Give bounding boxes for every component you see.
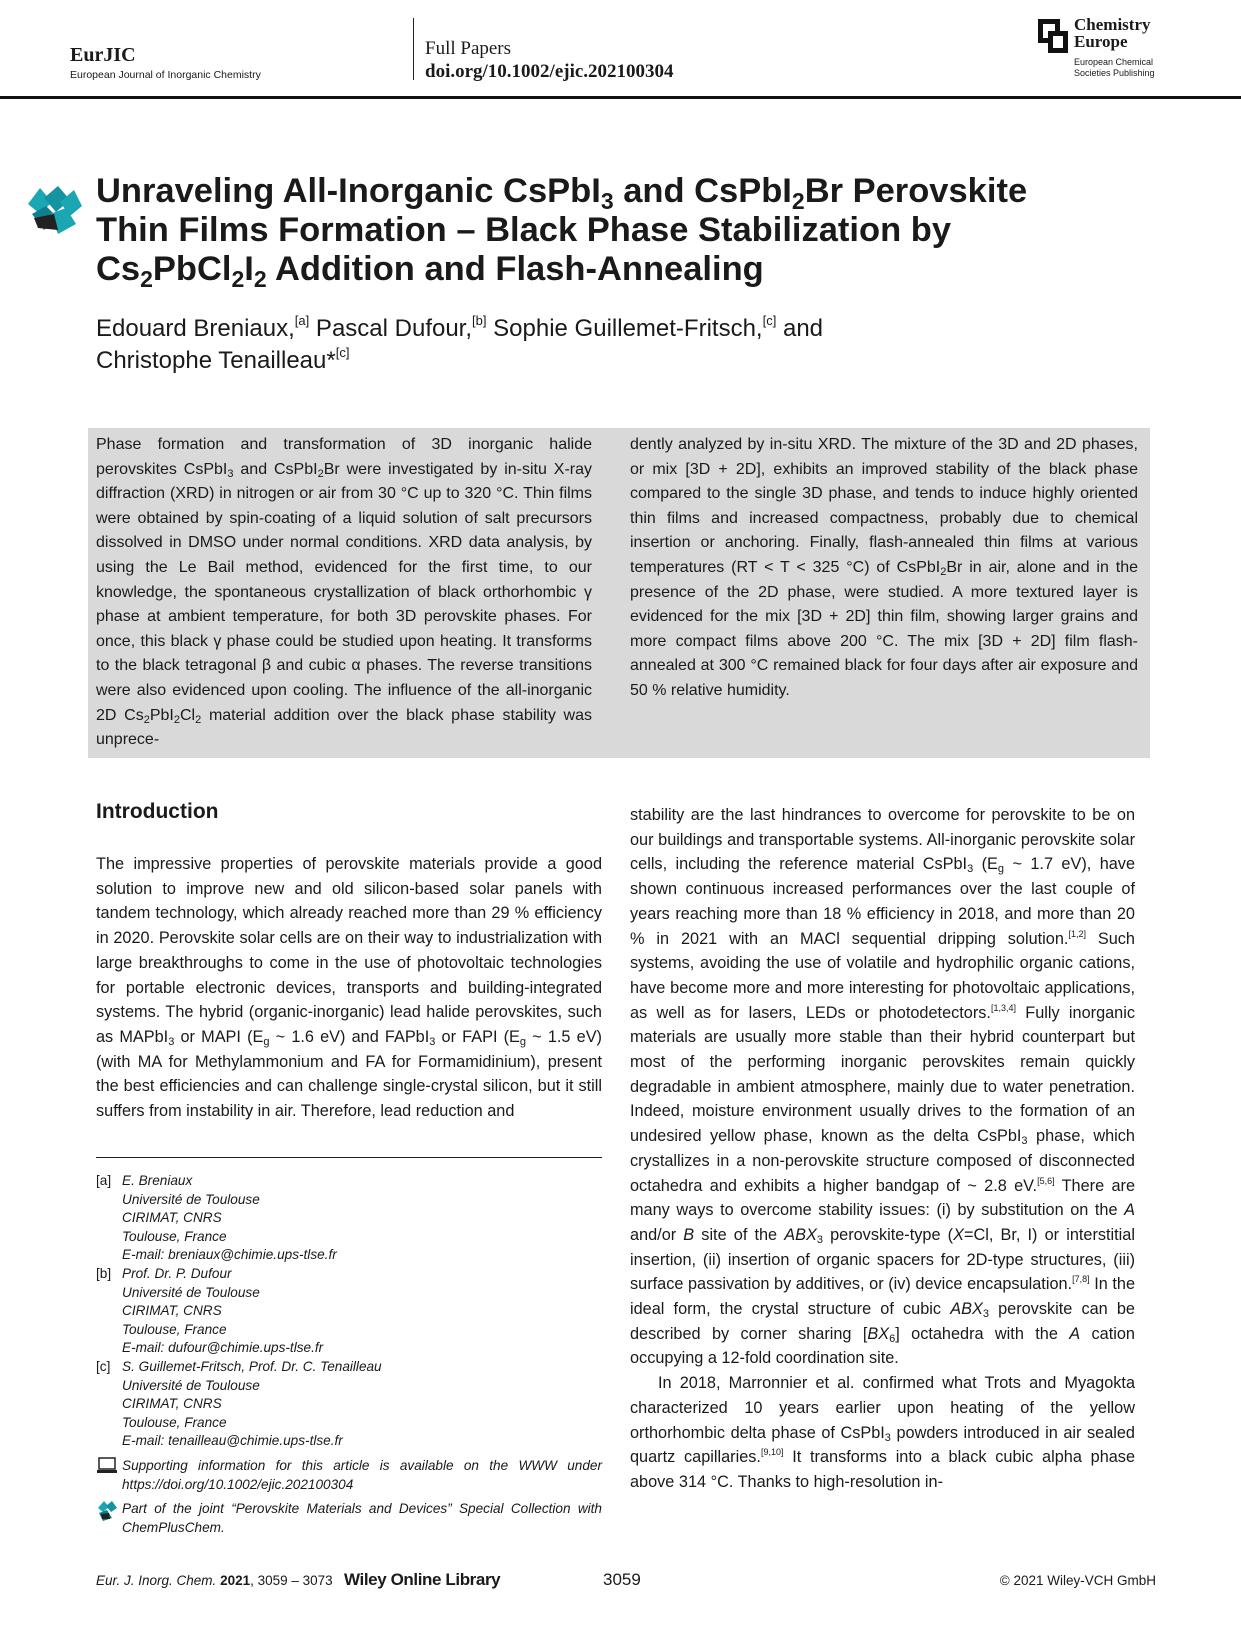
supporting-info-text[interactable]: Supporting information for this article is available on the WWW under https://doi.org/10.1002/ejic.202100304 [122,1457,602,1492]
abstract-column-2: dently analyzed by in-situ XRD. The mixture of the 3D and 2D phases, or mix [3D + 2D], exhibits an improved stability of the black phase compared to the single 3D phase, and tends to induce highly oriented thin films and increased compactness, probably due to chemical insertion or anchoring. Finally, flash-annealed thin films at various temperatures (RT < T < 325 °C) of CsPbI$_2$Br in air, alone and in the presence of the 2D phase, were studied. A more textured layer is evidenced for the mix [3D + 2D] thin film, showing larger grains and more compact films above 200 °C. The mix [3D + 2D] film flash-annealed at 300 °C remained black for four days after air exposure and 50 % relative humidity. [630,436,1138,699]
affiliation-c: [c] S. Guillemet-Fritsch, Prof. Dr. C. Tenailleau Université de Toulouse CIRIMAT, CNRS Toulouse, France E-mail: tenailleau@chimie.ups-tlse.fr [96,1358,602,1451]
copyright: © 2021 Wiley-VCH GmbH [999,1573,1156,1588]
article-title: Unraveling All-Inorganic CsPbI$_3$ and CsPbI$_2$Br Perovskite Thin Films Formation – Black Phase Stabilization by $Cs_2PbCl_2I_2$ Addition and Flash-Annealing [96,172,1028,292]
wiley-online-library-link[interactable]: Wiley Online Library [344,1570,501,1589]
chemistry-europe-logo-icon [1038,19,1068,53]
abstract-column-1: Phase formation and transformation of 3D inorganic halide perovskites CsPbI$_3$ and CsPbI$_2$Br were investigated by in-situ X-ray diffraction (XRD) in nitrogen or air from 30 °C up to 320 °C. Thin films were obtained by spin-coating of a liquid solution of salt precursors dissolved in DMSO under normal conditions. XRD data analysis, by using the Le Bail method, evidenced for the first time, to our knowledge, the spontaneous crystallization of black orthorhombic γ phase at ambient temperature, for both 3D perovskite phases. For once, this black γ phase could be studied upon heating. It transforms to the black tetragonal β and cubic α phases. The reverse transitions were also evidenced upon cooling. The influence of the all-inorganic 2D $Cs_2PbI_2Cl_2$ material addition over the black phase stability was unprece- [96,436,593,749]
perovskite-collection-icon [24,184,82,236]
section-heading-introduction: Introduction [96,800,219,823]
email-link[interactable]: E-mail: breniaux@chimie.ups-tlse.fr [122,1247,337,1263]
affiliation-a: [a] E. Breniaux Université de Toulouse CIRIMAT, CNRS Toulouse, France E-mail: breniaux@chimie.ups-tlse.fr [96,1172,602,1265]
header-divider [413,18,414,80]
special-collection-text: Part of the joint “Perovskite Materials and Devices” Special Collection with ChemPlusChem. [122,1501,602,1535]
page-footer [96,1570,1156,1594]
perovskite-collection-icon [96,1500,118,1522]
author-list: Edouard Breniaux,[a] Pascal Dufour,[b] Sophie Guillemet-Fritsch,[c] and Christophe Tenailleau*[c] [96,313,824,374]
email-link[interactable]: E-mail: dufour@chimie.ups-tlse.fr [122,1340,324,1356]
journal-name: EurJIC [70,44,136,66]
laptop-icon [96,1457,118,1475]
section-label: Full Papers [425,38,512,59]
affiliations [96,1172,602,1537]
journal-full-name: European Journal of Inorganic Chemistry [70,69,261,81]
publisher-block [1038,16,1178,82]
supporting-info-note [96,1457,602,1494]
header-rule [0,96,1241,99]
affiliation-b: [b] Prof. Dr. P. Dufour Université de Toulouse CIRIMAT, CNRS Toulouse, France E-mail: dufour@chimie.ups-tlse.fr [96,1265,602,1358]
intro-column-1: The impressive properties of perovskite materials provide a good solution to improve new and old silicon-based solar panels with tandem technology, which already reached more than 29 % efficiency in 2020. Perovskite solar cells are on their way to industrialization with large breakthroughs to come in the use of photovoltaic technologies for portable electronic devices, transports and building-integrated systems. The hybrid (organic-inorganic) lead halide perovskites, such as MAPbI$_3$ or MAPI ($E_g$ ~ 1.6 eV) and FAPbI$_3$ or FAPI ($E_g$ ~ 1.5 eV) (with MA for Methylammonium and FA for Formamidinium), present the best efficiencies and can challenge single-crystal silicon, but it still suffers from instability in air. Therefore, lead reduction and [96,855,602,1121]
publisher-subtitle: European Chemical Societies Publishing [1074,57,1155,78]
doi-link[interactable]: doi.org/10.1002/ejic.202100304 [425,61,674,82]
page-number: 3059 [603,1570,641,1589]
footer-citation: Eur. J. Inorg. Chem. 2021, 3059 – 3073 [96,1573,333,1588]
abstract-box [88,428,1150,758]
intro-paragraph: stability are the last hindrances to overcome for perovskite to be on our buildings and transportable systems. All-inorganic perovskite solar cells, including the reference material CsPbI$_3$ ($E_g$ ~ 1.7 eV), have shown continuous increased performances over the last couple of years reaching more than 18 % efficiency in 2018, and more than 20 % in 2021 with an MACl sequential dripping solution.[1,2] Such systems, avoiding the use of volatile and hydrophilic organic cations, have become more and more interesting for photovoltaic applications, as well as for lasers, LEDs or photodetectors.[1,3,4] Fully inorganic materials are usually more stable than their hybrid counterpart but most of the performing inorganic perovskites remain quickly degradable in ambient atmosphere, mainly due to water penetration. Indeed, moisture environment usually drives to the formation of an undesired yellow phase, known as the delta CsPbI$_3$ phase, which crystallizes in a non-perovskite structure composed of disconnected octahedra and exhibits a higher bandgap of ~ 2.8 eV.[5,6] There are many ways to overcome stability issues: (i) by substitution on the A and/or B site of the $ABX_3$ perovskite-type (X=Cl, Br, I) or interstitial insertion, (ii) insertion of organic spacers for 2D-type structures, (iii) surface passivation by additives, or (iv) device encapsulation.[7,8] In the ideal form, the crystal structure of cubic $ABX_3$ perovskite can be described by corner sharing $[BX_6]$ octahedra with the A cation occupying a 12-fold coordination site. [630,806,1136,1368]
intro-column-2 [630,803,1135,1495]
publisher-name: Chemistry Europe [1074,15,1151,51]
intro-paragraph: In 2018, Marronnier et al. confirmed what Trots and Myagokta characterized 10 years earlier upon heating of the yellow orthorhombic delta phase of CsPbI$_3$ powders introduced in air sealed quartz capillaries.[9,10] It transforms into a black cubic alpha phase above 314 °C. Thanks to high-resolution in- [630,1374,1135,1491]
special-collection-note [96,1500,602,1537]
email-link[interactable]: E-mail: tenailleau@chimie.ups-tlse.fr [122,1433,343,1449]
footnote-rule [96,1157,602,1158]
